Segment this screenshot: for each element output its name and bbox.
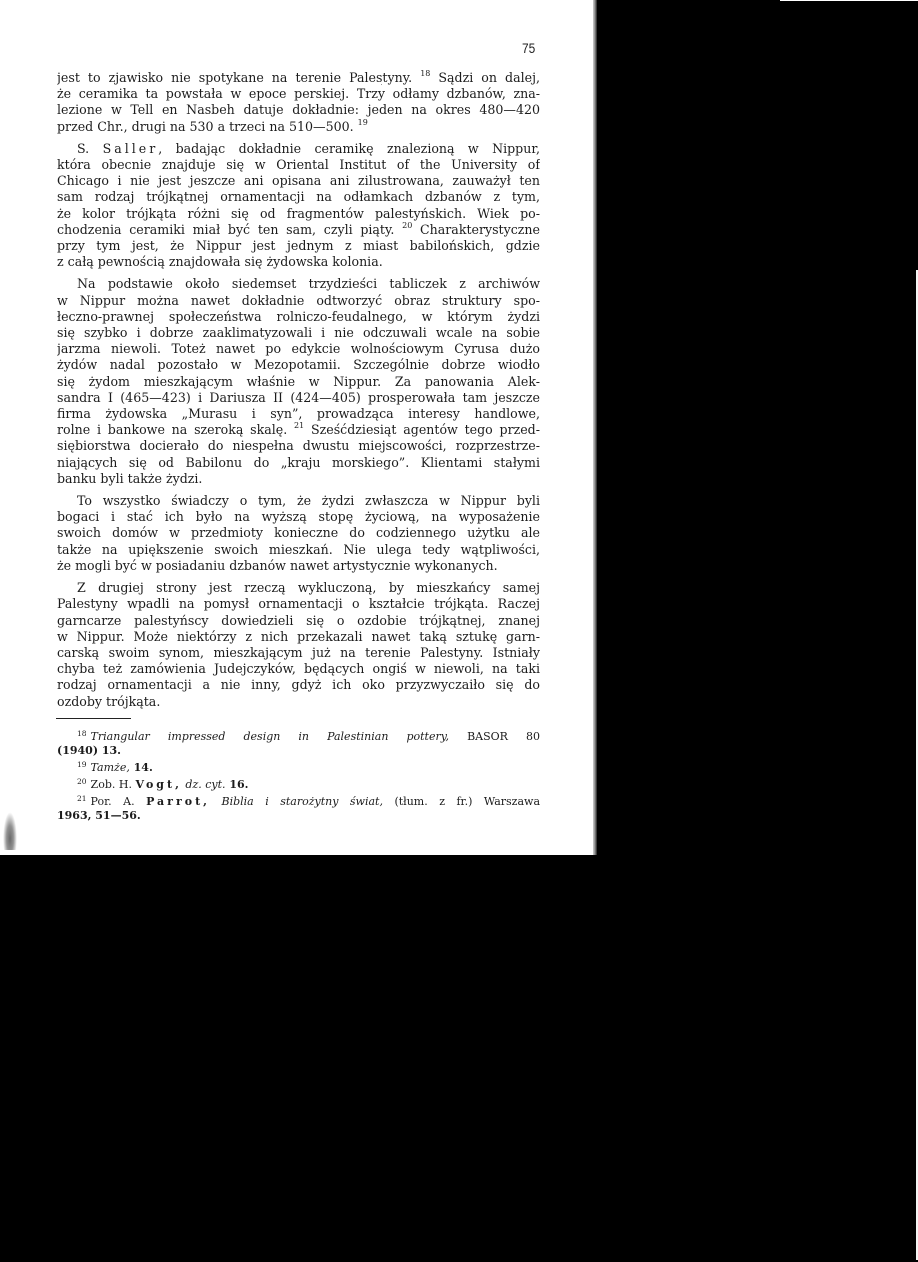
text-line [57,580,540,596]
body-text [57,70,540,710]
text-line [57,596,540,612]
text-run: rodzaj ornamentacji a nie inny, gdyż ich oko przyzwyczaiło się do [57,677,540,693]
text-run: się żydom mieszkającym właśnie w Nippur. Za panowania Alek- [57,373,540,389]
footnote-line [57,727,540,744]
text-run: Charakterystyczne [412,221,540,237]
text-line [57,325,540,341]
text-line [57,455,540,471]
text-run: garncarze palestyńscy dowiedzieli się o ozdobie trójkątnej, znanej [57,612,540,628]
text-run: z całą pewnością znajdowała się żydowska kolonia. [57,254,383,270]
footnote-line [57,744,540,758]
footnote-number: 20 [77,777,87,786]
text-line [57,276,540,292]
text-run: carską swoim synom, mieszkającym już na terenie Palestyny. Istniały [57,644,540,660]
text-line [57,542,540,558]
text-run: firma żydowska „Murasu i syn”, prowadząca interesy handlowe, [57,406,540,422]
text-line [57,613,540,629]
text-line [57,406,540,422]
text-run: żydów nadal pozostało w Mezopotamii. Szczególnie dobrze wiodło [57,357,540,373]
citation-text: (tłum. z fr.) Warszawa [382,795,541,808]
footnote-18 [57,727,540,758]
text-line [57,471,540,487]
text-run: chyba też zamówienia Judejczyków, będących ongiś w niewoli, na taki [57,661,540,677]
text-line [57,206,540,222]
text-line [57,493,540,509]
text-line [57,629,540,645]
text-line [57,157,540,173]
text-line [57,189,540,205]
text-line [57,222,540,238]
footnote-21 [57,792,540,823]
text-line [57,677,540,693]
text-run: Chicago i nie jest jeszcze ani opisana ani zilustrowana, zauważył ten [57,173,540,189]
text-run: S. [77,140,103,156]
text-run: Na podstawie około siedemset trzydzieści tabliczek z archiwów [77,276,540,292]
text-line [57,645,540,661]
text-run: ozdoby trójkąta. [57,693,161,709]
footnote-20 [57,775,540,792]
text-run: Sądzi on dalej, [430,70,540,85]
footnote-number: 19 [77,760,87,769]
text-run: To wszystko świadczy o tym, że żydzi zwłaszcza w Nippur byli [77,493,540,509]
text-run: się szybko i dobrze zaaklimatyzowali i nie odczuwali wcale na sobie [57,325,540,341]
footnote-number: 21 [77,794,87,803]
paragraph [57,580,540,710]
scan-border-top [780,0,918,1]
paragraph [57,493,540,574]
text-run: lezione w Tell en Nasbeh datuje dokładnie: jeden na okres 480—420 [57,102,540,118]
citation-text: Por. A. [90,795,147,808]
text-run: że kolor trójkąta różni się od fragmentów palestyńskich. Wiek po- [57,205,540,221]
text-line [57,661,540,677]
footnote-19 [57,758,540,775]
text-run: Sześćdziesiąt agentów tego przed- [304,422,540,438]
text-line [57,238,540,254]
citation-reference: 16. [225,778,249,791]
text-line [57,694,540,710]
text-run: w Nippur można nawet dokładnie odtworzyć obraz struktury spo- [57,292,540,308]
text-line [57,341,540,357]
citation-reference: 1963, 51—56. [57,809,141,822]
citation-title: Biblia i starożytny świat, [210,795,383,808]
footnote-line [57,758,540,775]
scanned-book-page [0,0,596,855]
text-line [57,141,540,157]
text-run: jarzma niewoli. Toteż nawet po edykcie wolnościowym Cyrusa dużo [57,341,540,357]
paragraph [57,70,540,135]
citation-author: Parrot, [146,795,211,808]
citation-reference: (1940) 13. [57,744,121,757]
text-line [57,422,540,438]
text-run: bogaci i stać ich było na wyższą stopę życiową, na wyposażenie [57,509,540,525]
text-run: przed Chr., drugi na 530 a trzeci na 510—500. [57,118,358,134]
page-edge-shadow [593,0,597,855]
text-run: swoich domów w przedmioty konieczne do codziennego użytku ale [57,525,540,541]
text-line [57,254,540,270]
text-line [57,309,540,325]
citation-title: dz. cyt. [181,778,226,791]
text-line [57,509,540,525]
text-run: , badając dokładnie ceramikę znalezioną w Nippur, [158,140,540,156]
text-line [57,357,540,373]
text-run: że ceramika ta powstała w epoce perskiej. Trzy odłamy dzbanów, zna- [57,86,540,102]
text-line [57,102,540,118]
citation-text: BASOR 80 [449,730,540,743]
footnote-separator [56,718,131,719]
text-line [57,293,540,309]
text-run: łeczno-prawnej społeczeństwa rolniczo-feudalnego, w którym żydzi [57,308,540,324]
citation-title: Triangular impressed design in Palestinian pottery, [90,730,449,743]
footnote-marker[interactable]: 18 [420,70,431,78]
text-line [57,374,540,390]
text-run: sandra I (465—423) i Dariusza II (424—405) prosperowała tam jeszcze [57,389,540,405]
footnotes [57,727,540,823]
text-line [57,558,540,574]
text-run: niających się od Babilonu do „kraju morskiego”. Klientami stałymi [57,454,540,470]
footnote-number: 18 [77,729,87,738]
text-line [57,390,540,406]
text-line [57,70,540,86]
text-run: która obecnie znajduje się w Oriental Institut of the University of [57,157,540,173]
paragraph [57,141,540,271]
text-run: jest to zjawisko nie spotykane na terenie Palestyny. [57,70,421,85]
footnote-marker[interactable]: 20 [402,221,413,230]
citation-title: Tamże, [90,761,130,774]
text-line [57,438,540,454]
footnote-line [57,809,540,823]
text-line [57,525,540,541]
text-run: siębiorstwa docierało do niespełna dwustu miejscowości, rozprzestrze- [57,438,540,454]
footnote-line [57,775,540,792]
footnote-marker[interactable]: 21 [294,422,305,431]
text-run: Palestyny wpadli na pomysł ornamentacji o kształcie trójkąta. Raczej [57,596,540,612]
text-run: przy tym jest, że Nippur jest jednym z miast babilońskich, gdzie [57,238,540,254]
text-run: w Nippur. Może niektórzy z nich przekazali nawet taką sztukę garn- [57,628,540,644]
text-line [57,86,540,102]
text-run: banku byli także żydzi. [57,470,203,486]
text-run: także na upiększenie swoich mieszkań. Nie ulega tedy wątpliwości, [57,541,540,557]
text-run: że mogli być w posiadaniu dzbanów nawet artystycznie wykonanych. [57,557,498,573]
footnote-line [57,792,540,809]
citation-author: Vogt, [135,778,182,791]
text-line [57,119,540,135]
text-run: sam rodzaj trójkątnej ornamentacji na odłamkach dzbanów z tym, [57,189,540,205]
scan-smudge [3,812,17,850]
author-name: Saller [102,140,159,156]
text-run: rolne i bankowe na szeroką skalę. [57,422,295,438]
text-line [57,173,540,189]
text-run: chodzenia ceramiki miał być ten sam, czyli piąty. [57,221,403,237]
citation-text: Zob. H. [90,778,136,791]
citation-reference: 14. [129,761,153,774]
text-run: Z drugiej strony jest rzeczą wykluczoną, by mieszkańcy samej [77,580,540,596]
page-number: 75 [522,40,536,56]
paragraph [57,276,540,487]
footnote-marker[interactable]: 19 [357,118,368,127]
